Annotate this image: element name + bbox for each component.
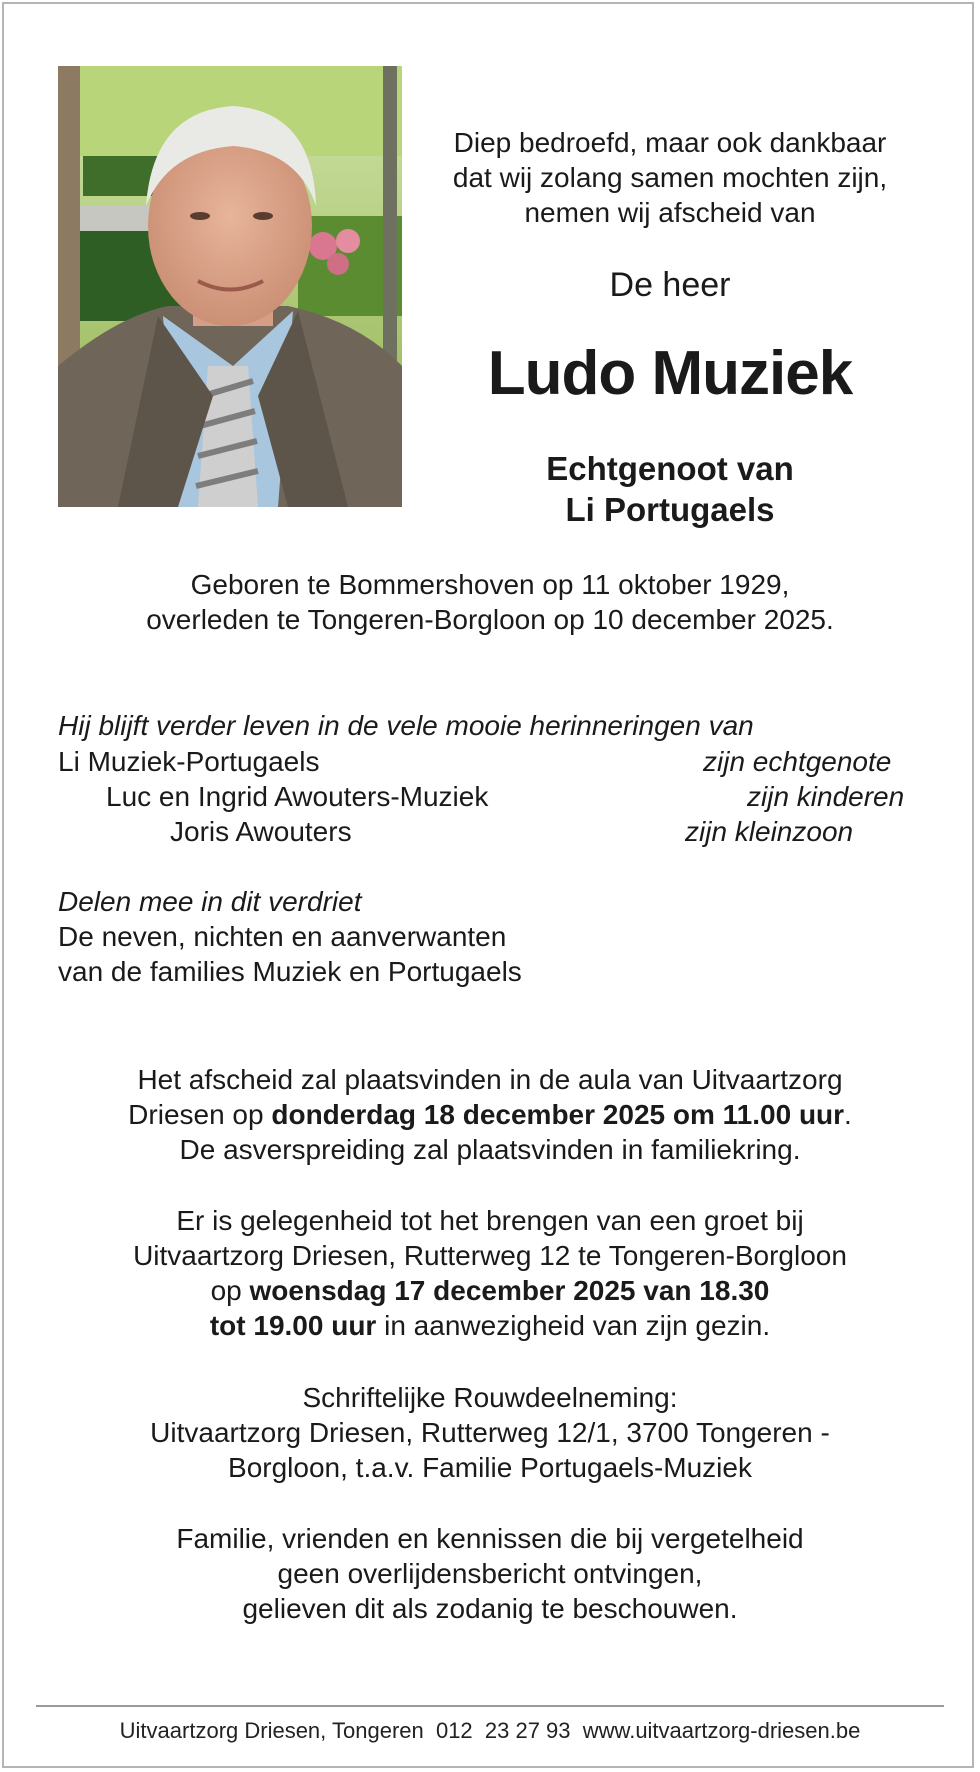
visit-text: in aanwezigheid van zijn gezin. [376, 1310, 771, 1341]
visit-block [0, 1203, 980, 1343]
grief-block [58, 884, 522, 989]
notice-line: gelieven dit als zodanig te beschouwen. [242, 1593, 738, 1624]
portrait-image [58, 66, 402, 507]
relative-name: Joris Awouters [170, 816, 352, 847]
notice-line: geen overlijdensbericht ontvingen, [277, 1558, 703, 1589]
farewell-text: . [844, 1099, 852, 1130]
visit-date: woensdag 17 december 2025 van 18.30 [249, 1275, 770, 1306]
death-line: overleden te Tongeren-Borgloon op 10 december 2025. [146, 604, 834, 635]
grief-line: De neven, nichten en aanverwanten [58, 921, 507, 952]
relative-relation: zijn kinderen [747, 781, 905, 812]
intro-line: nemen wij afscheid van [524, 197, 816, 228]
condolence-block [0, 1380, 980, 1485]
footer-divider [36, 1705, 944, 1707]
farewell-line: Het afscheid zal plaatsvinden in de aula van Uitvaartzorg [137, 1064, 843, 1095]
footer-contact: Uitvaartzorg Driesen, Tongeren 012 23 27 93 www.uitvaartzorg-driesen.be [119, 1718, 861, 1743]
relative-name: Li Muziek-Portugaels [58, 746, 320, 777]
visit-line: Er is gelegenheid tot het brengen van een groet bij [176, 1205, 804, 1236]
portrait-photo [58, 66, 402, 507]
deceased-name: Ludo Muziek [487, 339, 853, 408]
birth-death [0, 567, 980, 637]
visit-line-4 [0, 1308, 980, 1343]
farewell-line: De asverspreiding zal plaatsvinden in familiekring. [179, 1134, 801, 1165]
notice-line: Familie, vrienden en kennissen die bij vergetelheid [176, 1523, 804, 1554]
farewell-text: Driesen op [128, 1099, 272, 1130]
spouse-name: Li Portugaels [565, 491, 775, 528]
remembered-heading: Hij blijft verder leven in de vele mooie herinneringen van [58, 710, 754, 741]
spouse-label: Echtgenoot van [546, 450, 794, 487]
condolence-line: Borgloon, t.a.v. Familie Portugaels-Muziek [228, 1452, 752, 1483]
condolence-line: Uitvaartzorg Driesen, Rutterweg 12/1, 3700 Tongeren - [150, 1417, 830, 1448]
grief-line: van de families Muziek en Portugaels [58, 956, 522, 987]
condolence-heading: Schriftelijke Rouwdeelneming: [302, 1382, 678, 1413]
relative-name: Luc en Ingrid Awouters-Muziek [106, 781, 489, 812]
visit-time: tot 19.00 uur [209, 1310, 377, 1341]
birth-line: Geboren te Bommershoven op 11 oktober 1929, [190, 569, 790, 600]
relative-relation: zijn kleinzoon [685, 816, 854, 847]
farewell-line-2 [0, 1097, 980, 1132]
notice-block [0, 1521, 980, 1626]
farewell-block [0, 1062, 980, 1167]
visit-line: Uitvaartzorg Driesen, Rutterweg 12 te Tongeren-Borgloon [133, 1240, 847, 1271]
relative-relation: zijn echtgenote [703, 746, 892, 777]
farewell-date: donderdag 18 december 2025 om 11.00 uur [271, 1099, 845, 1130]
visit-line-3 [0, 1273, 980, 1308]
salutation: De heer [609, 266, 731, 304]
intro-line: Diep bedroefd, maar ook dankbaar [453, 127, 887, 158]
grief-heading: Delen mee in dit verdriet [58, 886, 362, 917]
visit-text: op [210, 1275, 250, 1306]
intro-text [430, 125, 910, 230]
spouse-block [430, 448, 910, 530]
intro-line: dat wij zolang samen mochten zijn, [452, 162, 888, 193]
